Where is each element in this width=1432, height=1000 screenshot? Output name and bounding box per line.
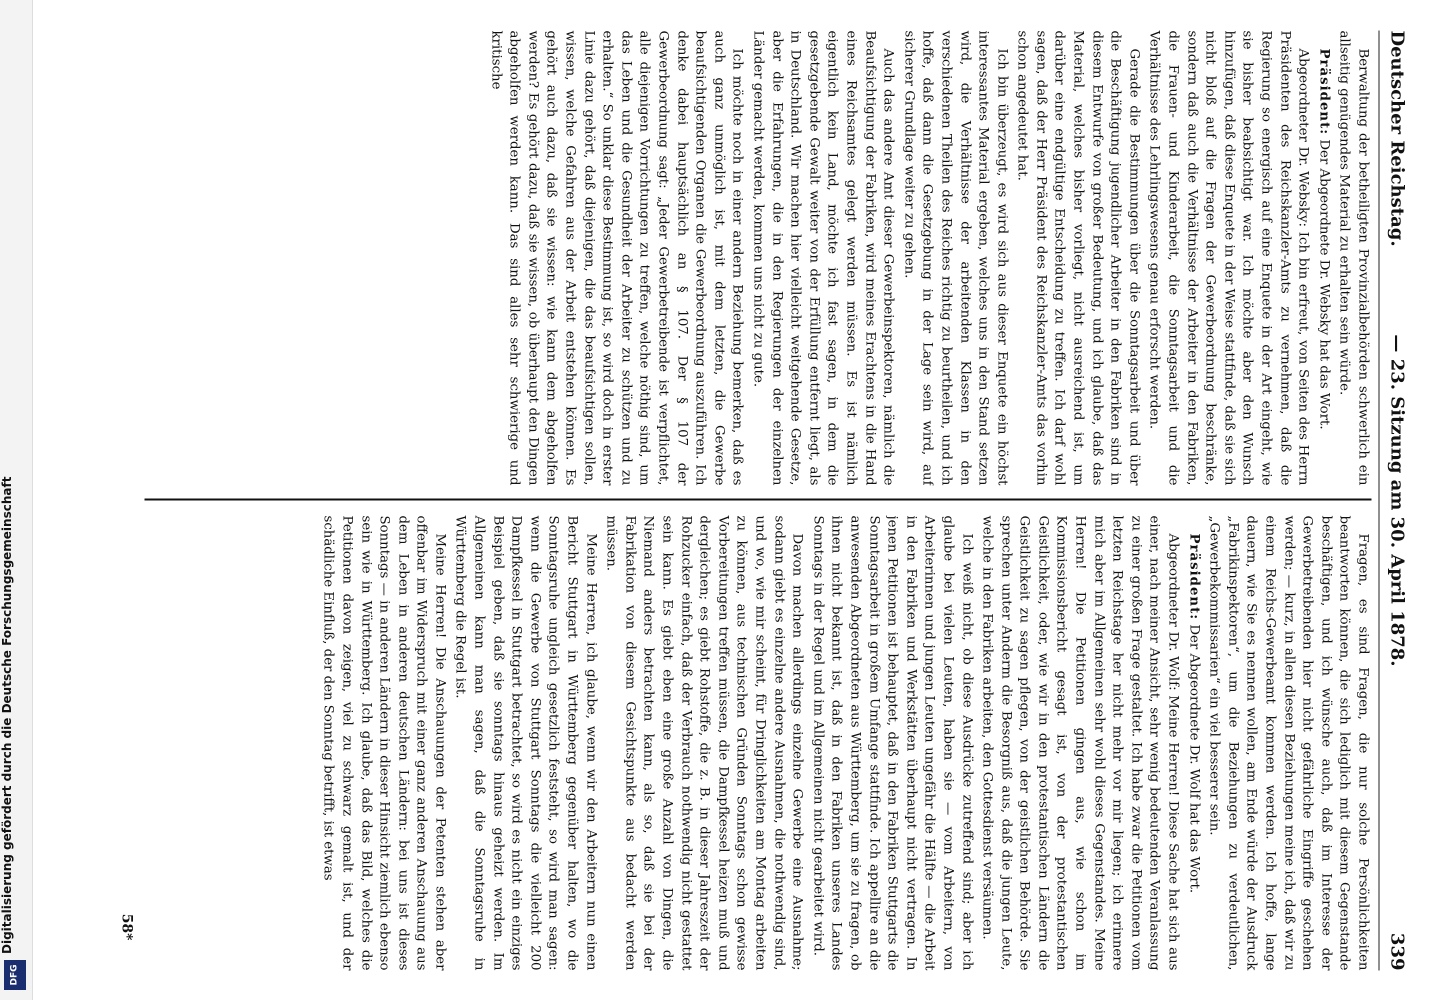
- left-text-column: [145, 31, 1372, 486]
- right-text-column: [145, 516, 1372, 971]
- speaker-text: Der Abgeordnete Dr. Wolf hat das Wort.: [1186, 624, 1202, 894]
- text-paragraph: Meine Herren! Die Anschauungen der Petenten stehen aber offenbar im Widerspruch mit einer ganz anderen Anschauung aus dem Leben in anderen deutschen Ländern: bei uns ist dieses Sonntags — in anderen Ländern in dieser Hinsicht ziemlich ebenso sein wie in Württemberg. Ich glaube, daß das Bild, welches die Petitionen davon zeigen, viel zu schwarz gemalt ist, und der schädliche Einfluß, der den Sonntag betrifft, ist etwas: [320, 515, 448, 971]
- dfg-logo-icon: [4, 960, 26, 990]
- header-publication: Deutscher Reichstag.: [1386, 30, 1408, 247]
- header-page-number: 339: [1386, 932, 1408, 971]
- speaker-paragraph: [1314, 31, 1333, 486]
- page-header: [1379, 31, 1410, 971]
- scan-margin-strip: [0, 0, 33, 1000]
- text-paragraph: Meine Herren, ich glaube, wenn wir den Arbeitern nun einen Bericht Stuttgart in Württemberg gegenüber halten, wo die Sonntagsruhe ungleich gesetzlich feststeht, so wird man sagen: wenn die Gewerbe von Stuttgart Sonntags die vielleicht 200 Dampfkessel in Stuttgart betrachtet, so wird es nicht ein einziges Beispiel geben, daß sie sonntags hinaus geheizt werden. Im Allgemeinen kann man sagen, daß die Sonntagsruhe in Württemberg die Regel ist.: [453, 515, 599, 971]
- speaker-text: Der Abgeordnete Dr. Websky hat das Wort.: [1316, 139, 1332, 430]
- text-paragraph: Auch das andere Amt dieser Gewerbeinspektoren, nämlich die Beaufsichtigung der Fabriken, wird meines Erachtens in die Hand eines Reichsamtes gelegt werden müssen. Es ist nämlich eigentlich kein Land, möchte ich fast sagen, in dem die gesetzgebende Gewalt weiter von der Erfüllung entfernt liegt, als in Deutschland. Wir machen hier vielleicht weitgehende Gesetze, aber die Erfahrungen, die in den Regierungen der einzelnen Länder gemacht werden, kommen uns nicht zu gute.: [750, 30, 896, 486]
- text-paragraph: Ich bin überzeugt, es wird sich aus dieser Enquete ein höchst interessantes Material ergeben, welches uns in den Stand setzen wird, die Verhältnisse der arbeitenden Klassen in den verschiedenen Theilen des Reiches richtig zu beurtheilen, und ich hoffe, daß dann die Gesetzgebung in der Lage sein wird, auf sicherer Grundlage weiter zu gehen.: [901, 30, 1010, 486]
- text-paragraph: Ich weiß nicht, ob diese Ausdrücke zutreffend sind; aber ich glaube bei vielen Leuten, haben sie — vom Arbeitern, von Arbeiterinnen und jungen Leuten ungefähr die Hälfte — die Arbeit in den Fabriken und Werkstätten überhaupt nicht vertragen. In jenen Petitionen ist behauptet, daß in den Fabriken Stuttgarts die Sonntagsarbeit in großem Umfange stattfinde. Ich appellire an die anwesenden Abgeordneten aus Württemberg, um sie zu fragen, ob ihnen nicht bekannt ist, daß in den Fabriken unseres Landes Sonntags in der Regel und im Allgemeinen nicht gearbeitet wird.: [810, 515, 975, 971]
- newspaper-page: [105, 0, 1432, 1000]
- header-session-date: — 23. Sitzung am 30. April 1878.: [1386, 334, 1408, 667]
- text-paragraph: Abgeordneter Dr. Websky: Ich bin erfreut, von Seiten des Herrn Präsidenten des Reichskanzler-Amts zu vernehmen, daß die Regierung so energisch auf eine Enquete in der Art eingeht, wie sie bisher beabsichtigt war. Ich möchte aber den Wunsch hinzufügen, daß diese Enquete in der Weise stattfinde, daß sie sich nicht bloß auf die Fragen der Gewerbeordnung beschränke, sondern daß auch die Verhältnisse der Arbeiter in den Fabriken, die Frauen- und Kinderarbeit, die Sonntagsarbeit und die Verhältnisse des Lehrlingswesens genau erforscht werden.: [1146, 30, 1311, 486]
- text-paragraph: Berwaltung der betheiligten Provinzialbehörden schwerlich ein allseitig genügendes Material zu erhalten sein würde.: [1336, 30, 1371, 486]
- speaker-label: Präsident:: [1316, 48, 1332, 136]
- digitization-caption: Digitalisierung gefördert durch die Deutsche Forschungsgemeinschaft: [0, 476, 14, 954]
- dfg-logo-text: DFG: [9, 964, 20, 986]
- page-content-rotated: [105, 1, 1432, 1000]
- text-paragraph: Davon machen allerdings einzelne Gewerbe eine Ausnahme; sodann giebt es einzelne andere Ausnahmen, die nothwendig sind, und wo, wie mir scheint, für Dringlichkeiten am Montag arbeiten zu können, aus technischen Gründen Sonntags schon gewisse Vorbereitungen treffen müssen, die Dampfkessel heizen muß und dergleichen; es giebt Rohstoffe, die z. B. in dieser Jahreszeit der Rohzucker einfach, daß der Verbrauch nothwendig nicht gestattet sein kann. Es giebt eben eine große Anzahl von Dingen, die Niemand anders betrachten kann, als so, daß sie bei der Fabrikation von diesem Gesichtspunkte aus bedacht werden müssen.: [603, 515, 805, 971]
- column-divider: [145, 499, 1372, 501]
- speaker-label: Präsident:: [1186, 533, 1202, 621]
- text-paragraph: Ich möchte noch in einer andern Beziehung bemerken, daß es auch ganz unmöglich ist, mit dem letzten, die Gewerbe beaufsichtigenden Organen die Gewerbeordnung auszuführen. Ich denke dabei hauptsächlich an § 107. Der § 107 der Gewerbeordnung sagt: „Jeder Gewerbetreibende ist verpflichtet, alle diejenigen Vorrichtungen zu treffen, welche nöthig sind, um das Leben und die Gesundheit der Arbeiter zu schützen und zu erhalten.“ So unklar diese Bestimmung ist, so wird doch in erster Linie dazu gehört, daß diejenigen, die das beaufsichtigen sollen, wissen, welche Gefahren aus der Arbeit entstehen können. Es gehört auch dazu, daß sie wissen: wie kann dem abgeholfen werden? Es gehört dazu, daß sie wissen, ob überhaupt den Dingen abgeholfen werden kann. Das sind alles sehr schwierige und kritische: [488, 30, 745, 486]
- speaker-paragraph: [1184, 516, 1203, 971]
- page-signature: 58*: [118, 913, 135, 941]
- text-paragraph: Gerade die Bestimmungen über die Sonntagsarbeit und über die Beschäftigung jugendlicher Arbeiter in den Fabriken sind in diesem Entwurfe von großer Bedeutung, und ich glaube, daß das Material, welches bisher vorliegt, nicht ausreichend ist, um darüber eine endgültige Entscheidung zu treffen. Ich darf wohl sagen, daß der Herr Präsident des Reichskanzler-Amts das vorhin schon angedeutet hat.: [1014, 30, 1142, 486]
- text-paragraph: Fragen, es sind Fragen, die nur solche Persönlichkeiten beantworten können, die sich lediglich mit diesem Gegenstande beschäftigen, und ich wünsche auch, daß im Interesse der Gewerbetreibenden hier nicht gefährliche Eingriffe geschehen werden; — kurz, in allen diesen Beziehungen meine ich, daß wir zu einem Reichs-Gewerbeamt kommen werden. Ich hoffe, lange dauern, wie Sie es nennen wollen, am Ende würde der Ausdruck „Fabrikinspektoren“, um die Beziehungen zu verdeutlichen, „Gewerbekommissarien“ ein viel besserer sein.: [1206, 515, 1371, 971]
- text-paragraph: Abgeordneter Dr. Wolf: Meine Herren! Diese Sache hat sich aus einer, nach meiner Ansicht, sehr wenig bedeutenden Veranlassung zu einer großen Frage gestaltet. Ich habe zwar die Petitionen vom letzten Reichstage her nicht mehr vor mir liegen; ich erinnere mich aber im Allgemeinen sehr wohl dieses Gegenstandes. Meine Herren! Die Petitionen gingen aus, wie schon im Kommissionsbericht gesagt ist, von der protestantischen Geistlichkeit, oder, wie wir in den protestantischen Ländern die Geistlichkeit zu sagen pflegen, von der geistlichen Behörde. Sie sprechen unter Anderm die Besorgniß aus, daß die jungen Leute, welche in den Fabriken arbeiten, den Gottesdienst versäumen.: [979, 515, 1181, 971]
